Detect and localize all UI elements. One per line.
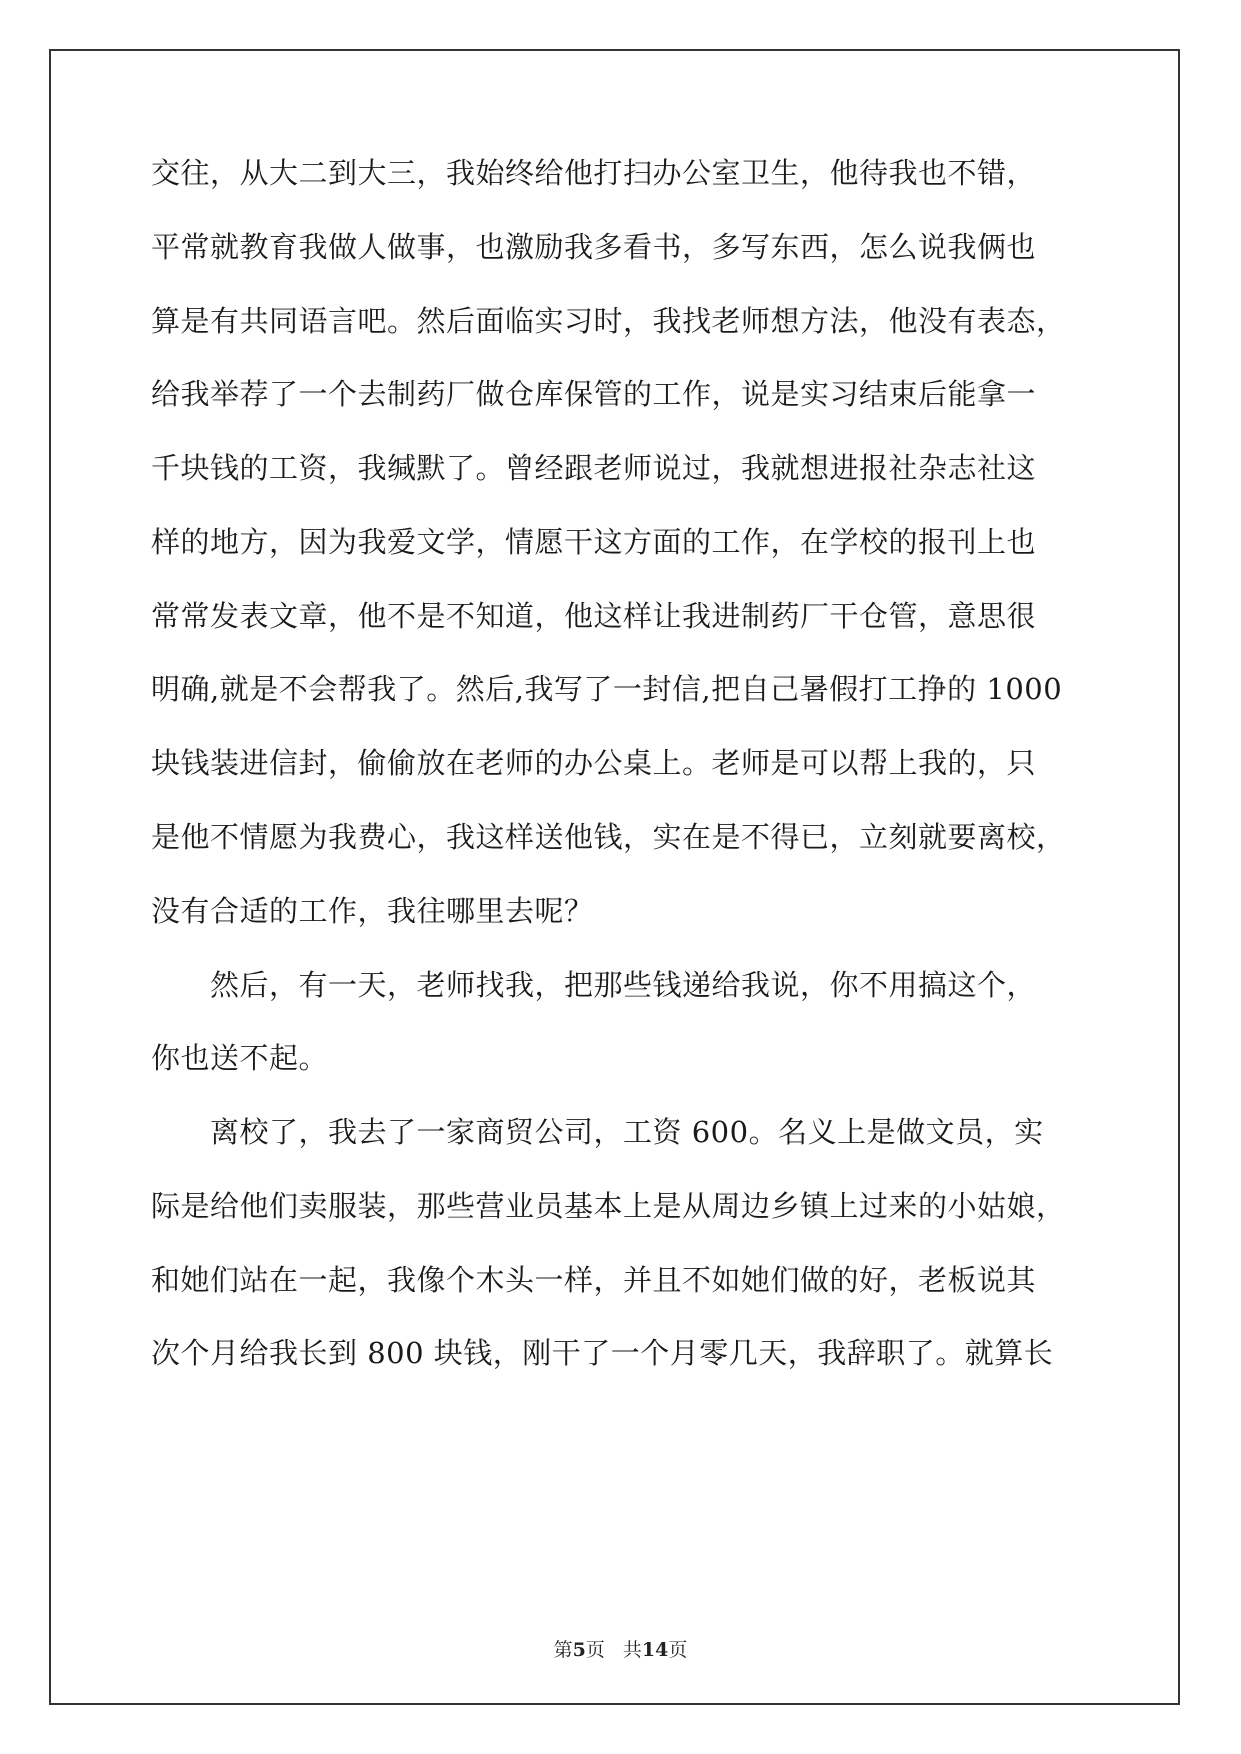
text-line: 你也送不起。 — [151, 1041, 329, 1075]
text-line: 算是有共同语言吧。然后面临实习时，我找老师想方法，他没有表态， — [151, 304, 1066, 338]
total-pages: 14 — [641, 1639, 669, 1661]
footer-total-prefix: 共 — [622, 1639, 642, 1661]
page-border — [49, 49, 1180, 1705]
page-footer — [0, 1638, 1241, 1662]
text-line: 给我举荐了一个去制药厂做仓库保管的工作，说是实习结束后能拿一 — [151, 377, 1037, 411]
text-line: 是他不情愿为我费心，我这样送他钱，实在是不得已，立刻就要离校， — [151, 820, 1066, 854]
text-line: 交往，从大二到大三，我始终给他打扫办公室卫生，他待我也不错， — [151, 156, 1037, 190]
text-line: 块钱装进信封，偷偷放在老师的办公桌上。老师是可以帮上我的，只 — [151, 746, 1037, 780]
text-line: 样的地方，因为我爱文学，情愿干这方面的工作，在学校的报刊上也 — [151, 525, 1037, 559]
text-line: 常常发表文章，他不是不知道，他这样让我进制药厂干仓管，意思很 — [151, 599, 1037, 633]
text-line: 没有合适的工作，我往哪里去呢？ — [151, 894, 594, 928]
text-line: 离校了，我去了一家商贸公司，工资 600。名义上是做文员，实 — [151, 1115, 1044, 1149]
text-line: 际是给他们卖服装，那些营业员基本上是从周边乡镇上过来的小姑娘， — [151, 1189, 1066, 1223]
text-line: 次个月给我长到 800 块钱，刚干了一个月零几天，我辞职了。就算长 — [151, 1336, 1054, 1370]
text-line: 然后，有一天，老师找我，把那些钱递给我说，你不用搞这个， — [151, 968, 1037, 1002]
text-line: 千块钱的工资，我缄默了。曾经跟老师说过，我就想进报社杂志社这 — [151, 451, 1037, 485]
page-number: 5 — [572, 1639, 586, 1661]
footer-prefix: 第 — [553, 1639, 573, 1661]
text-line: 平常就教育我做人做事，也激励我多看书，多写东西，怎么说我俩也 — [151, 230, 1037, 264]
text-line: 和她们站在一起，我像个木头一样，并且不如她们做的好，老板说其 — [151, 1263, 1037, 1297]
text-line: 明确,就是不会帮我了。然后,我写了一封信,把自己暑假打工挣的 1000 — [151, 672, 1063, 706]
footer-total-suffix: 页 — [668, 1639, 688, 1661]
footer-page-suffix: 页 — [585, 1639, 605, 1661]
